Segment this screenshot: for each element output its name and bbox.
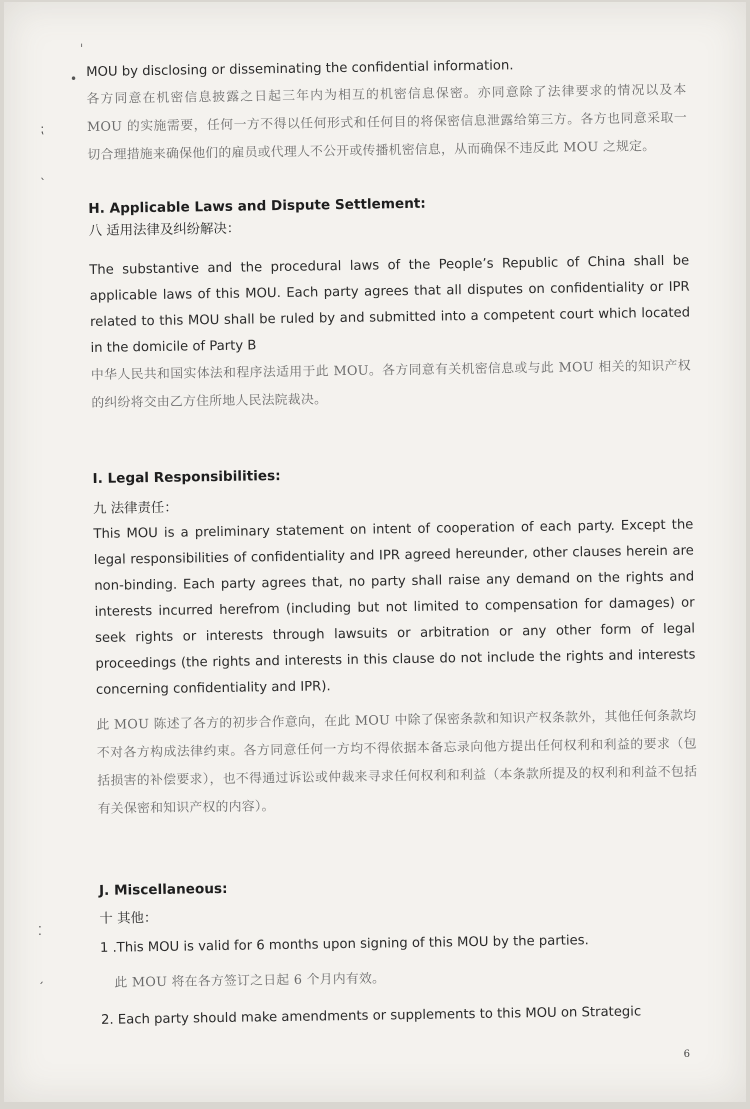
section-h-body-en: The substantive and the procedural laws of the People’s Republic of China shall be applicable laws of this MOU. Each party agrees that all disputes on confidentiality or IPR related to this MOU shall be ruled by and submitted into a competent court which located in the domicile of Party B	[89, 253, 691, 356]
scan-artifact-mark: ˌ	[80, 34, 84, 48]
section-h-heading-zh: 八 适用法律及纠纷解决：	[88, 221, 241, 239]
section-j-item-1-en: 1 .This MOU is valid for 6 months upon signing of this MOU by the parties.	[99, 933, 589, 956]
document-body	[86, 51, 701, 1034]
section-i-body-en: This MOU is a preliminary statement on intent of cooperation of each party. Except the legal responsibilities of confidentiality and IPR agreed hereunder, other clauses herein are non-binding. Each party agrees that, no party shall raise any demand on the rights and interests incurred herefrom (including but not limited to compensation for damages) or seek rights or interests through lawsuits or arbitration or any other form of legal proceedings (the rights and interests in this clause do not include the rights and interests concerning confidentiality and IPR).	[93, 517, 696, 698]
section-j-heading-zh: 十 其他：	[99, 910, 158, 927]
section-j-item-2-en: 2. Each party should make amendments or supplements to this MOU on Strategic	[100, 1004, 642, 1028]
document-page	[4, 2, 746, 1102]
scan-artifact-mark: ˏ	[38, 970, 44, 984]
section-g-tail-zh: 各方同意在机密信息披露之日起三年内为相互的机密信息保密。亦同意除了法律要求的情况以及本 MOU 的实施需要，任何一方不得以任何形式和任何目的将保密信息泄露给第三方。各方也同意采取一切合理措施来确保他们的雇员或代理人不公开或传播机密信息，从而确保不违反此 MOU 之规定。	[86, 82, 688, 163]
section-h-body-zh: 中华人民共和国实体法和程序法适用于此 MOU。各方同意有关机密信息或与此 MOU 相关的知识产权的纠纷将交由乙方住所地人民法院裁决。	[90, 358, 691, 411]
bullet-mark: •	[70, 72, 78, 86]
scan-artifact-mark: ⁚	[38, 924, 42, 938]
scan-artifact-mark: ˎ	[40, 166, 46, 180]
section-h-heading: H. Applicable Laws and Dispute Settlement:	[88, 195, 426, 217]
section-g-tail-en: MOU by disclosing or disseminating the confidential information.	[86, 58, 514, 80]
section-j-item-1-zh: 此 MOU 将在各方签订之日起 6 个月内有效。	[114, 971, 386, 991]
scan-artifact-mark: ⁏	[40, 122, 45, 136]
section-i-heading-zh: 九 法律责任：	[92, 500, 178, 517]
section-i-body-zh: 此 MOU 陈述了各方的初步合作意向，在此 MOU 中除了保密条款和知识产权条款外，其他任何条款均不对各方构成法律约束。各方同意任何一方均不得依据本备忘录向他方提出任何权利和利益的要求（包括损害的补偿要求），也不得通过诉讼或仲裁来寻求任何权利和利益（本条款所提及的权利和利益不包括有关保密和知识产权的内容）。	[96, 708, 698, 817]
section-j-heading: J. Miscellaneous:	[98, 880, 228, 899]
section-i-heading: I. Legal Responsibilities:	[92, 467, 281, 487]
page-number: 6	[683, 1049, 690, 1060]
